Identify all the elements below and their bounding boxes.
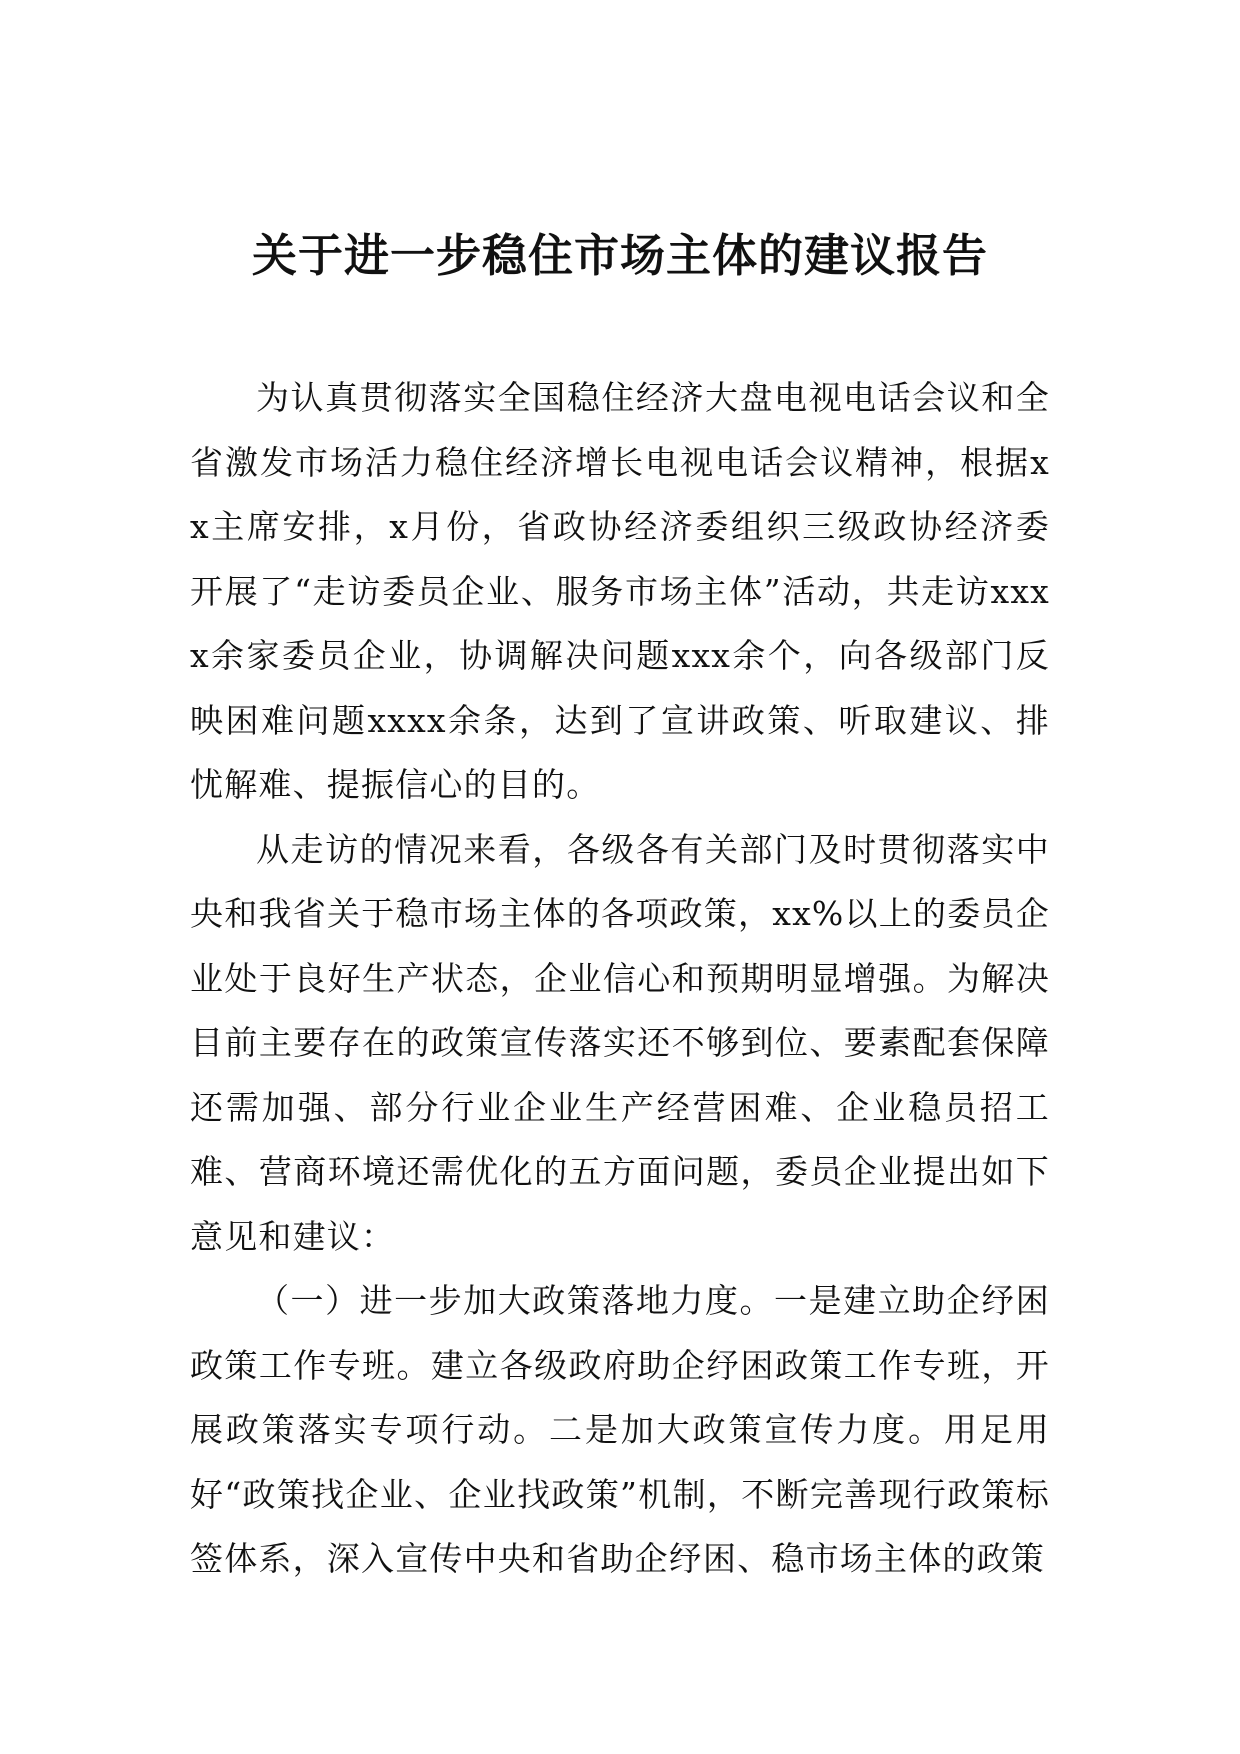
document-title: 关于进一步稳住市场主体的建议报告 — [251, 229, 988, 282]
paragraph-findings: 从走访的情况来看，各级各有关部门及时贯彻落实中央和我省关于稳市场主体的各项政策，xx%以上的委员企业处于良好生产状态，企业信心和预期明显增强。为解决目前主要存在的政策宣传落实还不够到位、要素配套保障还需加强、部分行业企业生产经营困难、企业稳员招工难、营商环境还需优化的五方面问题，委员企业提出如下意见和建议： — [190, 829, 1050, 1256]
paragraph-suggestion-1: （一）进一步加大政策落地力度。一是建立助企纾困政策工作专班。建立各级政府助企纾困政策工作专班，开展政策落实专项行动。二是加大政策宣传力度。用足用好“政策找企业、企业找政策”机制，不断完善现行政策标签体系，深入宣传中央和省助企纾困、稳市场主体的政策 — [190, 1281, 1050, 1578]
document-body — [190, 366, 1050, 1592]
paragraph-intro: 为认真贯彻落实全国稳住经济大盘电视电话会议和全省激发市场活力稳住经济增长电视电话会议精神，根据xx主席安排，x月份，省政协经济委组织三级政协经济委开展了“走访委员企业、服务市场主体”活动，共走访xxxx余家委员企业，协调解决问题xxx余个，向各级部门反映困难问题xxxx余条，达到了宣讲政策、听取建议、排忧解难、提振信心的目的。 — [190, 378, 1050, 804]
